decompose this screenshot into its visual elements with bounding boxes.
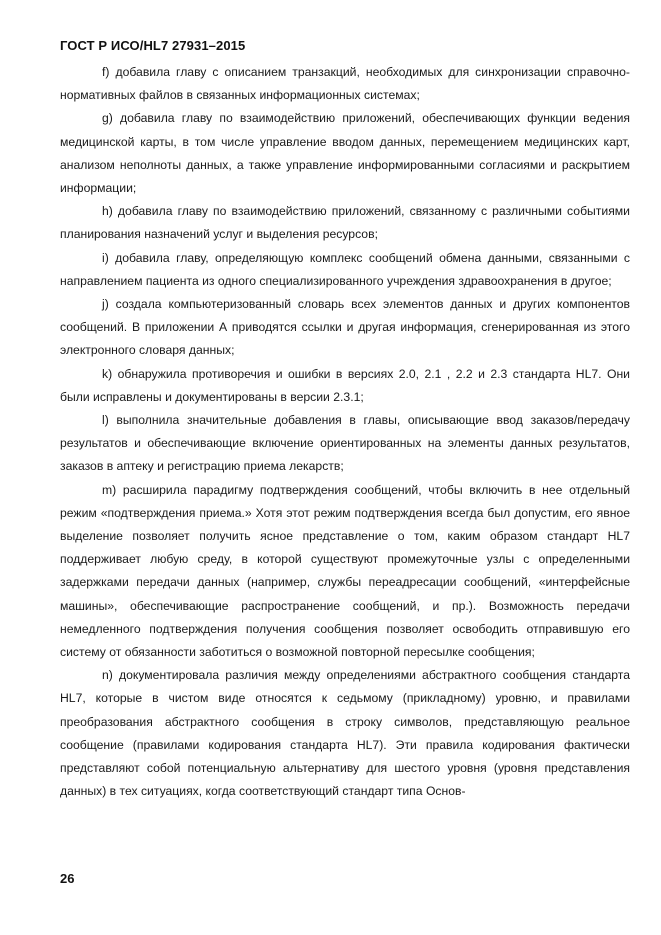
standard-designation: ГОСТ Р ИСО/HL7 27931–2015 <box>60 38 246 53</box>
list-item-l: l) выполнила значительные добавления в главы, описывающие ввод заказов/передачу результатов и обеспечивающие включение ориентированных на элементы данных результатов, заказов в аптеку и регистрацию приема лекарств; <box>60 413 630 474</box>
list-item-m: m) расширила парадигму подтверждения сообщений, чтобы включить в нее отдельный режим «подтверждения приема.» Хотя этот режим подтверждения всегда был допустим, его явное выделение позволяет получить ясное представление о том, каким образом стандарт HL7 поддерживает любую среду, в которой существуют промежуточные узлы с определенными задержками передачи данных (например, службы переадресации сообщений, «интерфейсные машины», обеспечивающие распространение сообщений, и пр.). Возможность передачи немедленного подтверждения получения сообщения позволяет освободить отправившую его систему от обязанности заботиться о возможной повторной пересылке сообщения; <box>60 482 630 660</box>
list-item-n: n) документировала различия между определениями абстрактного сообщения стандарта HL7, которые в чистом виде относятся к седьмому (прикладному) уровню, и правилами преобразования абстрактного сообщения в строку символов, представляющую реальное сообщение (правилами кодирования стандарта HL7). Эти правила кодирования фактически представляют собой потенциальную альтернативу для шестого уровня (уровня представления данных) в тех ситуациях, когда соответствующий стандарт типа Основ- <box>60 668 630 799</box>
list-item-g: g) добавила главу по взаимодействию приложений, обеспечивающих функции ведения медицинской карты, в том числе управление вводом данных, перемещением медицинских карт, анализом неполноты данных, а также управление информированными согласиями и раскрытием информации; <box>60 111 630 196</box>
list-item-k: k) обнаружила противоречия и ошибки в версиях 2.0, 2.1 , 2.2 и 2.3 стандарта HL7. Они были исправлены и документированы в версии 2.3.1; <box>60 366 630 404</box>
list-item-f: f) добавила главу с описанием транзакций, необходимых для синхронизации справочно-нормативных файлов в связанных информационных системах; <box>60 65 630 103</box>
list-item-i: i) добавила главу, определяющую комплекс сообщений обмена данными, связанными с направлением пациента из одного специализированного учреждения здравоохранения в другое; <box>60 250 630 288</box>
list-item-j: j) создала компьютеризованный словарь всех элементов данных и других компонентов сообщений. В приложении А приводятся ссылки и другая информация, сгенерированная из этого электронного словаря данных; <box>60 297 630 358</box>
list-item-h: h) добавила главу по взаимодействию приложений, связанному с различными событиями планирования назначений услуг и выделения ресурсов; <box>60 204 630 242</box>
document-body <box>60 61 630 804</box>
page-number: 26 <box>60 871 75 886</box>
